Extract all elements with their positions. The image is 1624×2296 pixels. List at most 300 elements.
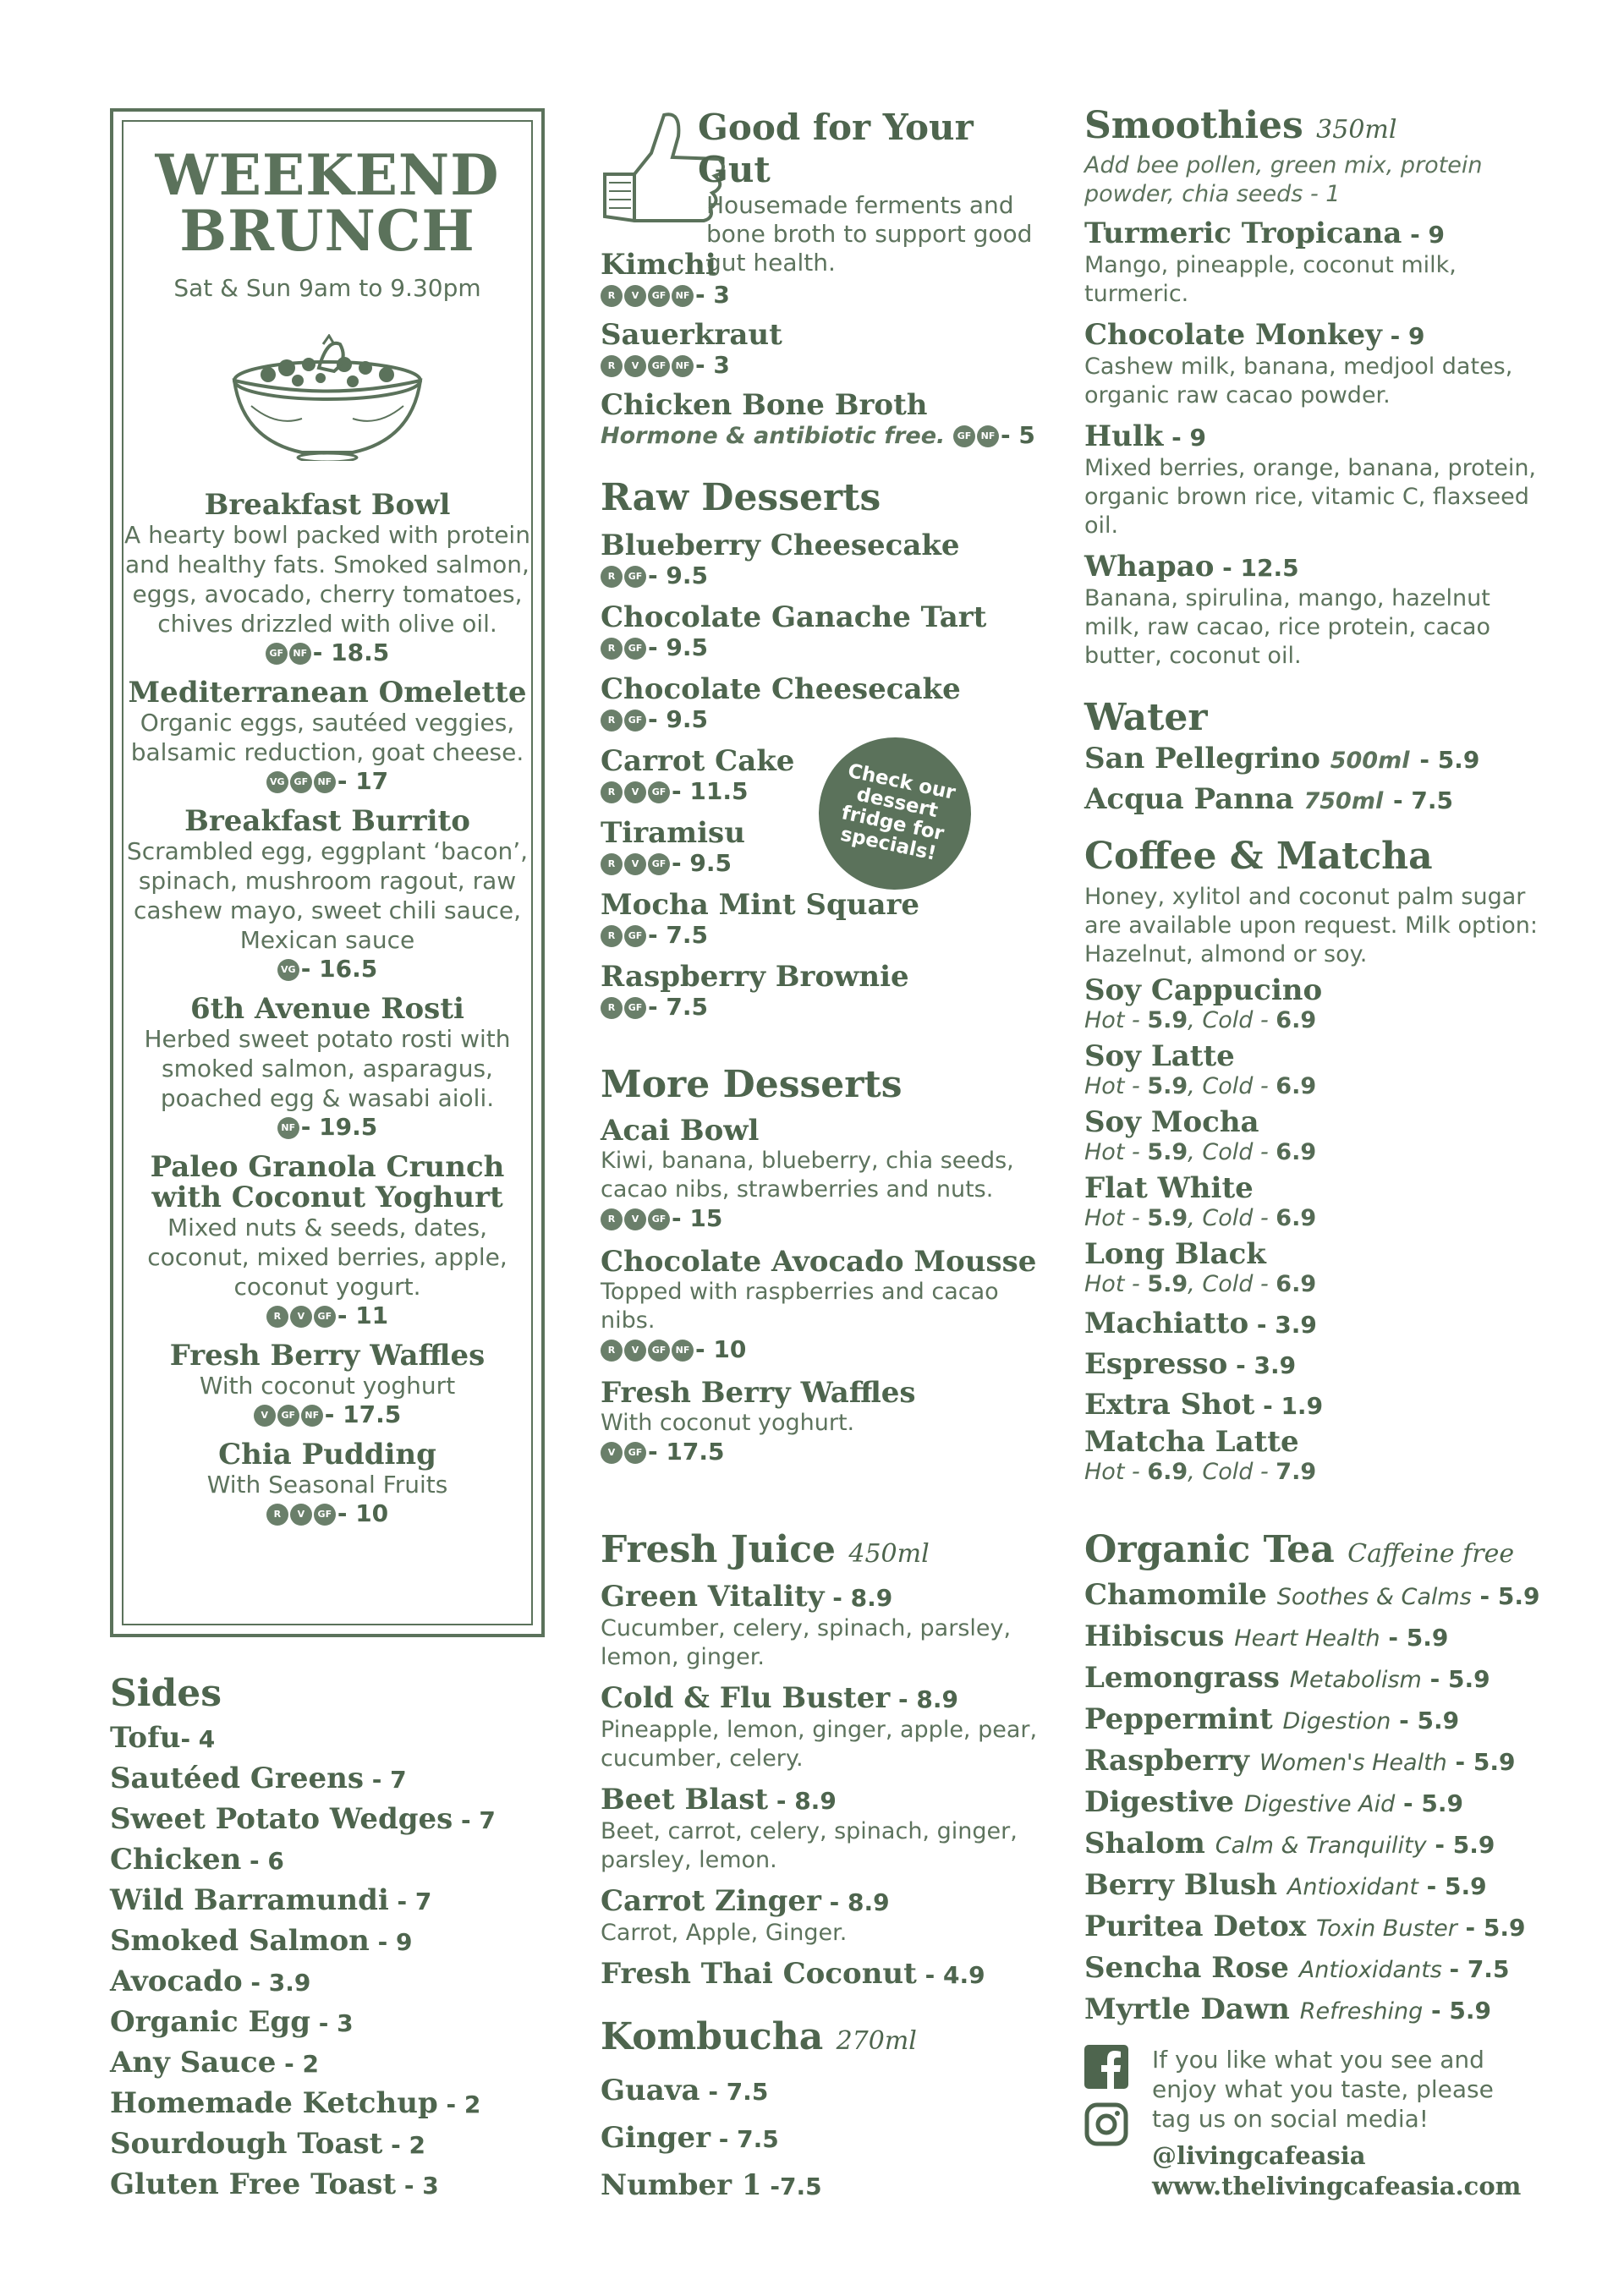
tea-item-name: Peppermint: [1084, 1702, 1273, 1736]
diet-badge-icon: GF: [290, 771, 312, 793]
brunch-item-name: Chia Pudding: [218, 1438, 436, 1471]
brunch-item-description: Herbed sweet potato rosti with smoked salmon, asparagus, poached egg & wasabi aioli.: [144, 1025, 511, 1112]
juice-item-description: Cucumber, celery, spinach, parsley, lemon, ginger.: [601, 1615, 1012, 1670]
tea-item: [1084, 1741, 1558, 1783]
coffee-intro: Honey, xylitol and coconut palm sugar are available upon request. Milk option: Hazelnut, almond or soy.: [1084, 884, 1538, 967]
smoothie-item: [1084, 551, 1541, 671]
raw-dessert-name: Carrot Cake: [601, 744, 795, 778]
facebook-icon[interactable]: [1084, 2045, 1128, 2089]
diet-badge-icon: V: [624, 1340, 646, 1362]
hot-label: Hot -: [1084, 1271, 1140, 1297]
raw-dessert-name: Mocha Mint Square: [601, 888, 920, 922]
diet-badge-icon: VG: [266, 771, 288, 793]
diet-badge-icon: NF: [314, 771, 336, 793]
tea-item: [1084, 1948, 1558, 1990]
diet-badge-icon: GF: [277, 1405, 299, 1427]
tea-item: [1084, 1700, 1558, 1741]
diet-badge-icon: V: [624, 853, 646, 875]
juice-item-title: [601, 1885, 1057, 1919]
more-dessert-price-line: [601, 1438, 1057, 1466]
diet-badge-icon: R: [601, 1340, 623, 1362]
tea-item-benefit: Antioxidant: [1287, 1874, 1418, 1900]
smoothie-item-name: Chocolate Monkey: [1084, 318, 1382, 352]
diet-badge-icon: GF: [624, 566, 646, 588]
juice-item-price: - 8.9: [824, 1584, 893, 1612]
website-link[interactable]: www.thelivingcafeasia.com: [1152, 2172, 1522, 2200]
brunch-item-description: A hearty bowl packed with protein and healthy fats. Smoked salmon, eggs, avocado, cherry tomatoes, chives drizzled with olive oil.: [124, 521, 530, 638]
hot-price: 5.9: [1147, 1205, 1188, 1231]
tea-item-name: Shalom: [1084, 1827, 1205, 1860]
more-dessert-price: - 10: [695, 1335, 747, 1363]
gut-item-price-line: [601, 421, 1057, 451]
matcha-item: [1084, 1426, 1541, 1487]
raw-dessert-price-line: [601, 849, 1057, 877]
matcha-name: Matcha Latte: [1084, 1425, 1299, 1459]
brunch-item-price-line: [122, 1499, 533, 1528]
more-dessert-item: [601, 1377, 1057, 1466]
tea-item-benefit: Metabolism: [1289, 1667, 1422, 1693]
diet-badge-icon: NF: [289, 643, 311, 665]
side-item: [110, 2124, 550, 2165]
brunch-item-name: Breakfast Bowl: [204, 488, 451, 522]
coffee-simple-item: [1084, 1345, 1541, 1385]
sides-section: [110, 1673, 550, 2206]
diet-badge-icon: V: [624, 1208, 646, 1230]
more-dessert-price: - 15: [672, 1204, 723, 1232]
cold-price: 6.9: [1276, 1073, 1317, 1099]
hot-price: 5.9: [1147, 1271, 1188, 1297]
raw-dessert-price: - 9.5: [648, 633, 708, 661]
brunch-item: [122, 1152, 533, 1330]
raw-dessert-price: - 9.5: [648, 705, 708, 733]
diet-badge-icon: GF: [624, 710, 646, 732]
diet-badge-icon: GF: [314, 1306, 336, 1328]
diet-badge-icon: NF: [672, 1340, 694, 1362]
coffee-simple-name: Espresso: [1084, 1347, 1228, 1381]
tea-item-name: Lemongrass: [1084, 1661, 1280, 1695]
tea-section: [1084, 1529, 1558, 2031]
tea-subtitle: Caffeine free: [1347, 1539, 1515, 1569]
smoothie-item-name: Hulk: [1084, 419, 1164, 453]
side-item-name: Wild Barramundi: [110, 1883, 389, 1917]
brunch-item-description: With Seasonal Fruits: [206, 1471, 448, 1499]
side-item-price: - 6: [241, 1847, 284, 1875]
hot-price: 5.9: [1147, 1139, 1188, 1165]
kombucha-item-price: - 7.5: [700, 2078, 769, 2106]
side-item: [110, 1962, 550, 2003]
side-item-price: - 7: [453, 1806, 496, 1834]
diet-badge-icon: VG: [277, 959, 299, 981]
raw-desserts-section: [601, 477, 1057, 1033]
more-dessert-name: Fresh Berry Waffles: [601, 1376, 916, 1410]
tea-item-benefit: Refreshing: [1299, 1998, 1424, 2025]
tea-item-price: - 5.9: [1423, 1997, 1491, 2025]
tea-item: [1084, 1907, 1558, 1948]
brunch-item-name: 6th Avenue Rosti: [190, 992, 464, 1026]
smoothie-item-description: Banana, spirulina, mango, hazelnut milk, raw cacao, rice protein, cacao butter, coconut oil.: [1084, 585, 1490, 669]
diet-badge-icon: R: [601, 566, 623, 588]
side-item-price: - 2: [276, 2050, 319, 2078]
diet-badge-icon: NF: [672, 355, 694, 377]
kombucha-section: [601, 2016, 1057, 2210]
brunch-title-line1: WEEKEND: [155, 142, 500, 208]
tea-title: [1084, 1529, 1558, 1575]
brunch-item-description: Scrambled egg, eggplant ‘bacon’, spinach, mushroom ragout, raw cashew mayo, sweet chili sauce, Mexican sauce: [126, 837, 529, 954]
raw-dessert-price-line: [601, 993, 1057, 1021]
diet-badge-icon: GF: [624, 997, 646, 1019]
side-item: [110, 2003, 550, 2043]
coffee-list: [1084, 974, 1541, 1487]
side-item: [110, 1840, 550, 1881]
gut-item: [601, 319, 1057, 379]
juice-item-title: [601, 1784, 1057, 1817]
diet-badge-icon: GF: [648, 355, 670, 377]
diet-badge-icon: V: [254, 1405, 276, 1427]
tea-item-name: Digestive: [1084, 1785, 1234, 1819]
raw-dessert-price-line: [601, 921, 1057, 949]
diet-badge-icon: R: [601, 355, 623, 377]
kombucha-item: [601, 2162, 1057, 2210]
tea-item-price: - 5.9: [1421, 1665, 1490, 1693]
raw-dessert-price: - 9.5: [648, 562, 708, 589]
diet-badge-icon: V: [601, 1442, 623, 1464]
water-item-size: 500ml: [1330, 748, 1410, 774]
social-message: If you like what you see and enjoy what you taste, please tag us on social media!: [1152, 2046, 1494, 2133]
cold-price: 6.9: [1276, 1205, 1317, 1231]
brunch-item-price-line: [122, 1113, 533, 1142]
smoothies-title-text: Smoothies: [1084, 104, 1303, 147]
juice-item: [601, 1581, 1057, 1672]
more-dessert-description: With coconut yoghurt.: [601, 1410, 855, 1436]
brunch-items-list: [122, 490, 533, 1528]
fresh-juice-title: [601, 1529, 1057, 1575]
brunch-content: [122, 142, 533, 1538]
side-item: [110, 2165, 550, 2206]
raw-dessert-name: Tiramisu: [601, 816, 745, 850]
smoothie-item-title: [1084, 319, 1541, 353]
more-dessert-name: Acai Bowl: [601, 1114, 760, 1148]
water-title: Water: [1084, 696, 1208, 739]
tea-item: [1084, 1617, 1558, 1658]
water-item-size: 750ml: [1303, 788, 1384, 814]
raw-dessert-name: Chocolate Cheesecake: [601, 672, 961, 706]
brunch-item-price: - 18.5: [312, 638, 390, 666]
diet-badge-icon: NF: [277, 1117, 299, 1139]
tea-item-price: - 7.5: [1449, 1955, 1510, 1983]
raw-dessert-price-line: [601, 633, 1057, 661]
diet-badge-icon: R: [266, 1306, 288, 1328]
cold-price: 6.9: [1276, 1271, 1317, 1297]
tea-item: [1084, 1990, 1558, 2031]
brunch-item-description: Organic eggs, sautéed veggies, balsamic reduction, goat cheese.: [130, 709, 524, 766]
diet-badge-icon: R: [601, 638, 623, 660]
gut-title: Good for Your Gut: [698, 107, 974, 190]
kombucha-item-name: Number 1: [601, 2168, 762, 2202]
side-item-price: - 7: [388, 1888, 432, 1915]
smoothie-item-price: - 9: [1402, 221, 1445, 249]
raw-dessert-name: Raspberry Brownie: [601, 960, 909, 994]
more-dessert-description: Topped with raspberries and cacao nibs.: [601, 1279, 999, 1334]
side-item-name: Sweet Potato Wedges: [110, 1802, 453, 1836]
juice-item-name: Green Vitality: [601, 1580, 825, 1614]
side-item: [110, 1800, 550, 1840]
gut-item-price-line: [601, 351, 1057, 379]
diet-badge-icon: V: [290, 1504, 312, 1526]
social-block: [1152, 2045, 1524, 2201]
brunch-item-name: Mediterranean Omelette: [128, 676, 527, 710]
diet-badge-icon: GF: [648, 1208, 670, 1230]
smoothie-item-title: [1084, 217, 1541, 251]
tea-item-price: - 5.9: [1380, 1624, 1449, 1652]
raw-dessert-item: [601, 889, 1057, 949]
dessert-specials-text: Check our dessert fridge for specials!: [838, 759, 957, 865]
coffee-price-line: Hot - 5.9, Cold - 6.9: [1084, 1271, 1317, 1297]
tea-item-price: - 5.9: [1471, 1582, 1540, 1610]
tea-item-name: Myrtle Dawn: [1084, 1992, 1290, 2026]
brunch-item-name: Breakfast Burrito: [184, 804, 470, 838]
side-item-price: - 4: [180, 1725, 216, 1753]
smoothie-item-name: Turmeric Tropicana: [1084, 216, 1402, 250]
side-item-price: - 3.9: [242, 1969, 311, 1997]
side-item-name: Organic Egg: [110, 2005, 310, 2039]
raw-dessert-price: - 11.5: [672, 777, 749, 805]
gut-item-name: Chicken Bone Broth: [601, 388, 928, 422]
side-item-name: Sautéed Greens: [110, 1762, 364, 1795]
smoothie-item-price: - 9: [1163, 424, 1206, 452]
brunch-item-price-line: [122, 955, 533, 984]
kombucha-item-price: -7.5: [761, 2173, 822, 2200]
smoothies-size: 350ml: [1316, 115, 1397, 145]
more-dessert-price: - 17.5: [648, 1438, 725, 1466]
diet-badge-icon: R: [601, 925, 623, 947]
tea-item-benefit: Calm & Tranquility: [1215, 1833, 1427, 1859]
smoothie-item: [1084, 217, 1541, 309]
diet-badge-icon: GF: [624, 925, 646, 947]
raw-desserts-title: Raw Desserts: [601, 476, 881, 519]
gut-item-description: Hormone & antibiotic free.: [601, 423, 946, 449]
coffee-title: Coffee & Matcha: [1084, 835, 1433, 878]
fresh-juice-size: 450ml: [848, 1539, 930, 1569]
tea-item-benefit: Soothes & Calms: [1276, 1584, 1472, 1610]
tea-list: [1084, 1575, 1558, 2031]
diet-badge-icon: NF: [977, 425, 999, 447]
brunch-item-price: - 16.5: [300, 955, 378, 983]
juice-item-name: Fresh Thai Coconut: [601, 1957, 917, 1991]
brunch-item-price: - 10: [337, 1499, 389, 1527]
side-item-price: - 7: [363, 1766, 407, 1794]
side-item-name: Sourdough Toast: [110, 2127, 383, 2161]
more-dessert-price-line: [601, 1335, 1057, 1363]
tea-item-benefit: Women's Health: [1259, 1750, 1447, 1776]
side-item: [110, 1759, 550, 1800]
side-item-price: - 2: [382, 2131, 425, 2159]
weekend-brunch-section: [110, 108, 545, 1637]
fresh-juice-list: [601, 1581, 1057, 1992]
cold-label: Cold -: [1202, 1007, 1269, 1033]
water-item: [1084, 780, 1541, 820]
water-list: [1084, 739, 1541, 820]
tea-title-text: Organic Tea: [1084, 1528, 1335, 1571]
more-dessert-item: [601, 1246, 1057, 1363]
diet-badge-icon: R: [601, 1208, 623, 1230]
kombucha-list: [601, 2068, 1057, 2210]
coffee-item: [1084, 974, 1541, 1035]
juice-item: [601, 1885, 1057, 1948]
brunch-item-price-line: [122, 638, 533, 667]
coffee-item-name: Soy Mocha: [1084, 1105, 1259, 1139]
social-handle[interactable]: @livingcafeasia: [1152, 2141, 1366, 2170]
brunch-item-price: - 11: [337, 1301, 389, 1329]
coffee-price-line: Hot - 5.9, Cold - 6.9: [1084, 1205, 1317, 1231]
sides-title: Sides: [110, 1672, 222, 1715]
more-dessert-item: [601, 1115, 1057, 1232]
raw-dessert-name: Blueberry Cheesecake: [601, 529, 960, 562]
kombucha-item: [601, 2068, 1057, 2115]
diet-badge-icon: R: [601, 853, 623, 875]
tea-item-price: - 5.9: [1418, 1872, 1487, 1900]
side-item-name: Avocado: [110, 1964, 243, 1998]
coffee-simple-price: - 3.9: [1227, 1351, 1297, 1379]
kombucha-title: [601, 2016, 1057, 2063]
juice-item-description: Pineapple, lemon, ginger, apple, pear, cucumber, celery.: [601, 1717, 1038, 1772]
coffee-simple-name: Machiatto: [1084, 1307, 1249, 1340]
brunch-item-name: Fresh Berry Waffles: [169, 1339, 486, 1373]
side-item-price: - 2: [437, 2091, 481, 2118]
tea-item-name: Hibiscus: [1084, 1619, 1225, 1653]
cold-label: Cold -: [1202, 1073, 1269, 1099]
smoothie-item-price: - 9: [1381, 322, 1425, 350]
bowl-illustration-icon: [226, 334, 429, 461]
tea-item: [1084, 1866, 1558, 1907]
raw-dessert-price: - 7.5: [648, 921, 708, 949]
water-item: [1084, 739, 1541, 780]
hot-label: Hot -: [1084, 1007, 1140, 1033]
brunch-item: [122, 1340, 533, 1429]
tea-item-name: Puritea Detox: [1084, 1910, 1307, 1943]
coffee-price-line: Hot - 6.9, Cold - 7.9: [1084, 1459, 1317, 1485]
cold-price: 6.9: [1276, 1007, 1317, 1033]
kombucha-title-text: Kombucha: [601, 2015, 824, 2058]
juice-item-description: Beet, carrot, celery, spinach, ginger, parsley, lemon.: [601, 1818, 1018, 1873]
brunch-item: [122, 677, 533, 796]
brunch-title-line2: BRUNCH: [179, 198, 475, 264]
brunch-item: [122, 806, 533, 984]
tea-item: [1084, 1824, 1558, 1866]
side-item-price: - 9: [369, 1928, 413, 1956]
coffee-price-line: Hot - 5.9, Cold - 6.9: [1084, 1007, 1317, 1033]
cold-label: Cold -: [1202, 1205, 1269, 1231]
gut-item-name: Kimchi: [601, 248, 716, 282]
juice-item-title: [601, 1682, 1057, 1716]
sides-list: [110, 1718, 550, 2206]
coffee-item-name: Soy Latte: [1084, 1039, 1235, 1073]
side-item-name: Smoked Salmon: [110, 1924, 370, 1958]
side-item-name: Any Sauce: [110, 2046, 277, 2080]
gut-items-list: [601, 249, 1057, 461]
more-dessert-price-line: [601, 1204, 1057, 1232]
raw-dessert-price-line: [601, 705, 1057, 733]
tea-item-name: Chamomile: [1084, 1578, 1267, 1612]
tea-item-price: - 5.9: [1446, 1748, 1516, 1776]
diet-badge-icon: R: [601, 997, 623, 1019]
juice-item-name: Beet Blast: [601, 1783, 769, 1817]
coffee-item-name: Long Black: [1084, 1237, 1266, 1271]
smoothie-item-description: Mixed berries, orange, banana, protein, organic brown rice, vitamic C, flaxseed oil.: [1084, 455, 1537, 539]
smoothies-section: [1084, 105, 1541, 681]
tea-item-benefit: Toxin Buster: [1315, 1915, 1457, 1942]
brunch-item-price-line: [122, 767, 533, 796]
juice-item: [601, 1682, 1057, 1773]
smoothie-item-title: [1084, 551, 1541, 584]
diet-badge-icon: NF: [301, 1405, 323, 1427]
gut-item: [601, 249, 1057, 309]
diet-badge-icon: GF: [648, 1340, 670, 1362]
diet-badge-icon: GF: [624, 638, 646, 660]
side-item-name: Chicken: [110, 1843, 242, 1877]
side-item-price: - 3: [310, 2009, 354, 2037]
tea-item-price: - 5.9: [1426, 1831, 1495, 1859]
diet-badge-icon: GF: [314, 1504, 336, 1526]
brunch-item-price-line: [122, 1400, 533, 1429]
water-item-price: - 5.9: [1419, 746, 1480, 774]
coffee-simple-name: Extra Shot: [1084, 1388, 1255, 1422]
juice-item-name: Cold & Flu Buster: [601, 1681, 891, 1715]
coffee-item-name: Soy Cappucino: [1084, 973, 1323, 1007]
instagram-icon[interactable]: [1084, 2102, 1128, 2146]
side-item: [110, 1881, 550, 1921]
smoothie-item-name: Whapao: [1084, 550, 1215, 584]
more-desserts-section: [601, 1064, 1057, 1479]
brunch-item-price: - 17.5: [324, 1400, 402, 1428]
juice-item-description: Carrot, Apple, Ginger.: [601, 1920, 848, 1946]
side-item: [110, 1921, 550, 1962]
coffee-simple-item: [1084, 1385, 1541, 1426]
diet-badge-icon: NF: [672, 285, 694, 307]
tea-item: [1084, 1783, 1558, 1824]
side-item: [110, 1718, 550, 1759]
brunch-item-price: - 19.5: [300, 1113, 378, 1141]
smoothie-item: [1084, 420, 1541, 540]
smoothies-list: [1084, 217, 1541, 671]
coffee-price-line: Hot - 5.9, Cold - 6.9: [1084, 1073, 1317, 1099]
hot-label: Hot -: [1084, 1459, 1140, 1485]
diet-badge-icon: GF: [648, 781, 670, 803]
kombucha-item-name: Ginger: [601, 2121, 710, 2155]
brunch-item-price: - 17: [337, 767, 389, 795]
kombucha-item: [601, 2115, 1057, 2162]
juice-item-title: [601, 1581, 1057, 1614]
gut-intro: Housemade ferments and bone broth to support good gut health.: [706, 191, 1033, 277]
diet-badge-icon: R: [601, 710, 623, 732]
coffee-price-line: Hot - 5.9, Cold - 6.9: [1084, 1139, 1317, 1165]
brunch-item-name: Paleo Granola Crunch with Coconut Yoghurt: [150, 1150, 505, 1214]
smoothie-item-price: - 12.5: [1214, 554, 1299, 582]
juice-item-title: [601, 1958, 1057, 1992]
juice-item-price: - 8.9: [768, 1787, 837, 1815]
diet-badge-icon: V: [290, 1306, 312, 1328]
more-desserts-list: [601, 1115, 1057, 1466]
coffee-simple-price: - 1.9: [1254, 1392, 1324, 1420]
smoothies-addon: Add bee pollen, green mix, protein powder, chia seeds - 1: [1084, 152, 1483, 207]
smoothie-item-description: Mango, pineapple, coconut milk, turmeric.: [1084, 252, 1457, 307]
smoothies-title: [1084, 105, 1541, 151]
brunch-item: [122, 1439, 533, 1528]
juice-item-price: - 4.9: [916, 1961, 985, 1989]
side-item-name: Homemade Ketchup: [110, 2086, 438, 2120]
tea-item-price: - 5.9: [1395, 1789, 1464, 1817]
tea-item-benefit: Antioxidants: [1298, 1957, 1450, 1983]
water-item-name: Acqua Panna: [1084, 782, 1294, 816]
